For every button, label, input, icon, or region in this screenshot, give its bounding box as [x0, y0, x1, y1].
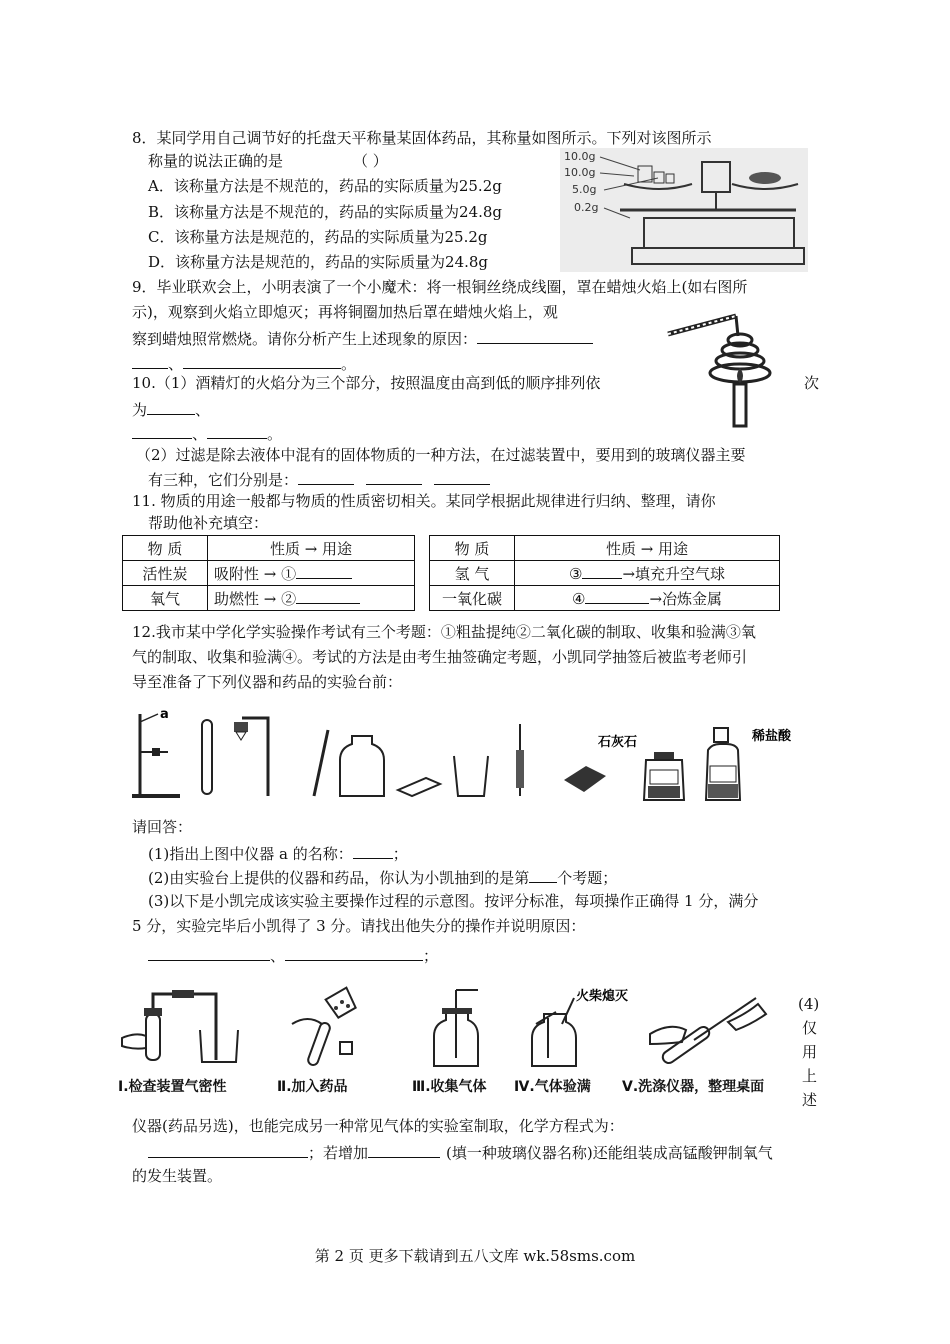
cell-substance: 氧气: [123, 586, 208, 611]
cell-property: 吸附性 → ①: [208, 561, 415, 586]
test-tube-icon: [202, 720, 212, 794]
q12-sub3-line1: (3)以下是小凯完成该实验主要操作过程的示意图。按评分标准，每项操作正确得 1 分，满分: [148, 892, 759, 910]
weight-label-4: 0.2g: [574, 201, 599, 214]
q12-s4-line2: ；若增加 (填一种玻璃仪器名称)还能组装成高锰酸钾制氧气: [148, 1141, 773, 1163]
q12-line1: 12.我市某中学化学实验操作考试有三个考题：①粗盐提纯②二氧化碳的制取、收集和验满③氧: [132, 623, 756, 641]
q11-blank-1[interactable]: [296, 562, 352, 579]
q12-line2: 气的制取、收集和验满④。考试的方法是由考生抽签确定考题，小凯同学抽签后被监考老师引: [132, 648, 748, 666]
q8-option-b: B．该称量方法是不规范的，药品的实际质量为24.8g: [148, 203, 503, 221]
step-caption-5: Ⅴ.洗涤仪器，整理桌面: [622, 1079, 765, 1095]
q10-blank-3[interactable]: [207, 422, 267, 439]
q12-blank-4[interactable]: [285, 944, 423, 961]
table-row: [123, 586, 780, 611]
step5-illustration: [650, 998, 766, 1065]
copper-coil-figure: [664, 310, 774, 428]
q9-line1: 9．毕业联欢会上，小明表演了一个小魔术：将一根铜丝绕成线圈，罩在蜡烛火焰上(如右图所: [132, 278, 748, 296]
limestone-label: 石灰石: [598, 735, 638, 750]
label-a: a: [160, 707, 169, 722]
cell-property: ③ →填充升空气球: [515, 561, 780, 586]
q12-sub3-line2: 5 分，实验完毕后小凯得了 3 分。请找出他失分的操作并说明原因：: [132, 917, 586, 935]
q11-line2: 帮助他补充填空：: [148, 514, 269, 532]
th-substance-right: 物 质: [430, 536, 515, 561]
cell-substance: 活性炭: [123, 561, 208, 586]
cell-property: 助燃性 → ②: [208, 586, 415, 611]
operation-steps-figure: [116, 984, 792, 1070]
table-row: [123, 561, 780, 586]
gas-bottle-icon: [340, 736, 384, 796]
cell-property: ④ →冶炼金属: [515, 586, 780, 611]
q8-option-a: A．该称量方法是不规范的，药品的实际质量为25.2g: [148, 177, 502, 195]
step-caption-4: Ⅳ.气体验满: [514, 1079, 591, 1095]
cell-substance: 一氧化碳: [430, 586, 515, 611]
th-prop-left: 性质 → 用途: [208, 536, 415, 561]
q12-s4-line3: 的发生装置。: [132, 1167, 223, 1185]
weight-label-1: 10.0g: [564, 150, 596, 163]
th-prop-right: 性质 → 用途: [515, 536, 780, 561]
q12-s4-vertical-3: 用: [802, 1043, 818, 1061]
q12-sub3-answer: 、 ；: [148, 944, 438, 966]
step-caption-2: Ⅱ.加入药品: [277, 1079, 348, 1095]
q12-line3: 导至准备了下列仪器和药品的实验台前：: [132, 673, 403, 691]
q12-blank-6[interactable]: [368, 1141, 440, 1158]
weight-label-3: 5.0g: [572, 183, 597, 196]
flame-out-label: 火柴熄灭: [576, 989, 629, 1004]
property-use-table: [122, 535, 780, 611]
q9-blank-1[interactable]: [477, 327, 593, 344]
q8-stem-line2: 称量的说法正确的是 （ ）: [148, 152, 388, 170]
q10-line2: 为 、: [132, 398, 210, 420]
q12-blank-5[interactable]: [148, 1141, 308, 1158]
step1-illustration: [122, 990, 238, 1062]
q12-s4-vertical-2: 仅: [802, 1019, 818, 1037]
q9-line3: 察到蜡烛照常燃烧。请你分析产生上述现象的原因：: [132, 327, 593, 349]
matchbox-icon: [564, 766, 606, 792]
weight-label-2: 10.0g: [564, 166, 596, 179]
step-caption-1: Ⅰ.检查装置气密性: [118, 1079, 227, 1095]
glass-plate-icon: [398, 778, 440, 796]
q8-answer-paren: （ ）: [353, 152, 388, 170]
q12-blank-2[interactable]: [529, 866, 557, 883]
q12-blank-1[interactable]: [353, 842, 393, 859]
q12-s4-vertical-5: 述: [802, 1091, 818, 1109]
th-substance-left: 物 质: [123, 536, 208, 561]
q12-sub2: (2)由实验台上提供的仪器和药品，你认为小凯抽到的是第 个考题；: [148, 866, 617, 888]
q9-line4: 、 。: [132, 352, 356, 374]
q10-blank-2[interactable]: [132, 422, 192, 439]
q9-line2: 示)，观察到火焰立即熄灭；再将铜圈加热后罩在蜡烛火焰上，观: [132, 303, 558, 321]
apparatus-figure: [128, 700, 828, 806]
step2-illustration: [292, 988, 357, 1067]
glass-rod-icon: [314, 730, 328, 796]
beaker-icon: [454, 756, 488, 796]
cell-substance: 氢 气: [430, 561, 515, 586]
q9-blank-2[interactable]: [132, 352, 168, 369]
q11-blank-4[interactable]: [585, 587, 649, 604]
acid-label: 稀盐酸: [752, 729, 792, 744]
q12-s4-vertical-1: (4): [798, 995, 820, 1013]
balance-figure: [560, 148, 808, 272]
q11-blank-2[interactable]: [296, 587, 360, 604]
q8-option-d: D．该称量方法是规范的，药品的实际质量为24.8g: [148, 253, 489, 271]
q11-line1: 11. 物质的用途一般都与物质的性质密切相关。某同学根据此规律进行归纳、整理，请你: [132, 492, 716, 510]
q8-stem-line1: 8．某同学用自己调节好的托盘天平称量某固体药品，其称量如图所示。下列对该图所示: [132, 129, 712, 147]
page-footer: 第 2 页 更多下载请到五八文库 wk.58sms.com: [314, 1247, 636, 1265]
q10-line3: 、 。: [132, 422, 282, 444]
step4-illustration: [532, 988, 628, 1066]
q12-sub1: (1)指出上图中仪器 a 的名称： ；: [148, 842, 408, 864]
step-caption-3: Ⅲ.收集气体: [412, 1079, 487, 1095]
q12-blank-3[interactable]: [148, 944, 270, 961]
q9-blank-3[interactable]: [183, 352, 341, 369]
q10-blank-5[interactable]: [366, 468, 422, 485]
q10-blank-6[interactable]: [434, 468, 490, 485]
q12-s4-line1: 仪器(药品另选)，也能完成另一种常见气体的实验室制取，化学方程式为：: [132, 1117, 624, 1135]
q11-blank-3[interactable]: [582, 562, 622, 579]
q10-ci: 次: [804, 374, 820, 392]
q10-p2-line1: （2）过滤是除去液体中混有的固体物质的一种方法，在过滤装置中，要用到的玻璃仪器主要: [136, 446, 746, 464]
q12-ask: 请回答：: [132, 818, 193, 836]
q10-p2-line2: 有三种，它们分别是：: [148, 468, 490, 490]
q8-option-c: C．该称量方法是规范的，药品的实际质量为25.2g: [148, 228, 488, 246]
step3-illustration: [434, 990, 478, 1066]
q10-blank-4[interactable]: [298, 468, 354, 485]
q12-s4-vertical-4: 上: [802, 1067, 818, 1085]
q10-line1: 10.（1）酒精灯的火焰分为三个部分，按照温度由高到低的顺序排列依: [132, 374, 601, 392]
q10-blank-1[interactable]: [147, 398, 195, 415]
